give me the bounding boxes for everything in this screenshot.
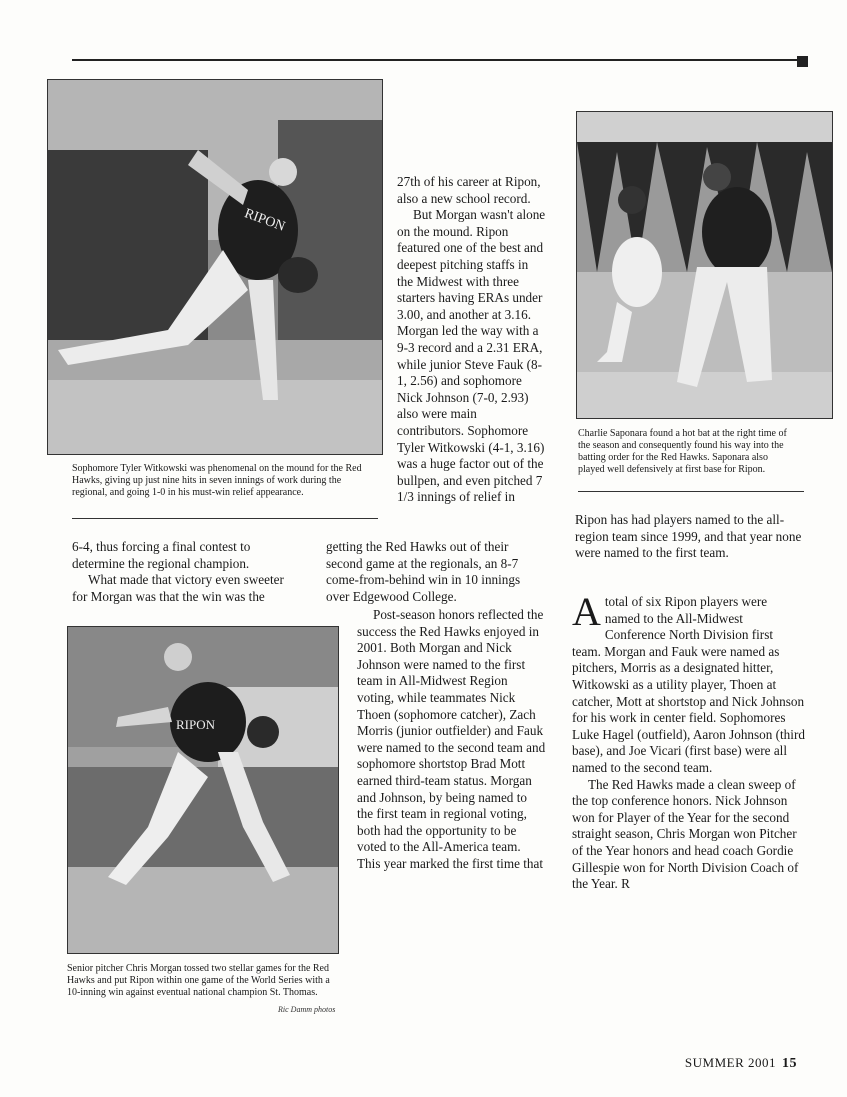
- col3-top: Ripon has had players named to the all-region team since 1999, and that year none were named to the first team.: [575, 512, 802, 561]
- morgan-jersey-text: RIPON: [176, 717, 216, 732]
- header-rule: [72, 59, 802, 61]
- morgan-caption: Senior pitcher Chris Morgan tossed two stellar games for the Red Hawks and put Ripon within one game of the World Series with a 10-inning win against eventual national champion St. Thomas.: [67, 963, 330, 998]
- article-col2-upper: [397, 174, 547, 506]
- dropcap-letter: A: [572, 589, 601, 634]
- col3-paragraph-1: total of six Ripon players were named to the All-Midwest Conference North Division first team. Morgan and Fauk were named as pitchers, Morris as a designated hitter, Witkowski as a utility player, Thoen at catcher, Mott at shortstop and Nick Johnson for his work in center field. Sophomores Luke Hagel (outfield), Aaron Johnson (third base), and Joe Vicari (first base) were all named to the second team.: [572, 594, 805, 775]
- page-number: 15: [782, 1056, 797, 1071]
- col3-paragraph-2: The Red Hawks made a clean sweep of the top conference honors. Nick Johnson won for Player of the Year for the second straight season, Chris Morgan won Pitcher of the Year honors and head coach Gordie Gillespie won for North Division Coach of the Year.: [572, 776, 799, 892]
- col2-continuation: getting the Red Hawks out of their second game at the regionals, an 8-7 come-from-behind win in 10 innings over Edgewood College.: [326, 539, 521, 604]
- col1-continuation: 6-4, thus forcing a final contest to determine the regional champion.: [72, 539, 251, 571]
- page-footer: [685, 1055, 797, 1072]
- col2-paragraph-2: But Morgan wasn't alone on the mound. Ripon featured one of the best and deepest pitching staffs in the Midwest with three starters having ERAs under 3.00, and another at 3.16. Morgan led the way with a 9-3 record and a 2.31 ERA, while junior Steve Fauk (8-1, 2.56) and sophomore Nick Johnson (7-0, 2.93) also were main contributors. Sophomore Tyler Witkowski (4-1, 3.16) was a huge factor out of the bullpen, and even pitched 7 1/3 innings of relief in: [397, 207, 546, 505]
- article-col2-lower: [357, 607, 546, 873]
- header-rule-square: [797, 56, 808, 67]
- morgan-photo: [67, 626, 339, 954]
- col1-paragraph: What made that victory even sweeter for Morgan was that the win was the: [72, 572, 284, 604]
- end-mark: R: [621, 876, 630, 892]
- saponara-photo: [576, 111, 833, 419]
- saponara-caption-rule: [578, 491, 804, 492]
- saponara-caption: Charlie Saponara found a hot bat at the right time of the season and consequently found his way into the batting order for the Red Hawks. Saponara also played well defensively at first base for Ripon.: [578, 428, 787, 475]
- witkowski-caption-rule: [72, 518, 378, 519]
- photo-credit: Ric Damm photos: [278, 1005, 336, 1014]
- article-col3-top: [575, 512, 805, 562]
- witkowski-photo: [47, 79, 383, 455]
- witkowski-jersey-text: RIPON: [242, 206, 287, 235]
- article-col3-main: [572, 589, 805, 893]
- witkowski-caption: Sophomore Tyler Witkowski was phenomenal on the mound for the Red Hawks, giving up just nine hits in seven innings of work during the regional, and going 1-0 in his must-win relief appearance.: [72, 463, 362, 498]
- col2-paragraph-3: Post-season honors reflected the success the Red Hawks enjoyed in 2001. Both Morgan and Nick Johnson were named to the first team in All-Midwest Region voting, while teammates Nick Thoen (sophomore catcher), Zach Morris (junior outfielder) and Fauk were named to the second team and sophomore shortstop Brad Mott earned third-team status. Morgan and Johnson, by being named to the first team in regional voting, both had the opportunity to be voted to the All-America team. This year marked the first time that: [357, 607, 546, 871]
- col2-top: 27th of his career at Ripon, also a new school record.: [397, 174, 541, 206]
- footer-issue: SUMMER 2001: [684, 1055, 776, 1070]
- article-col2-mid: [326, 539, 546, 605]
- article-col1: [72, 539, 292, 605]
